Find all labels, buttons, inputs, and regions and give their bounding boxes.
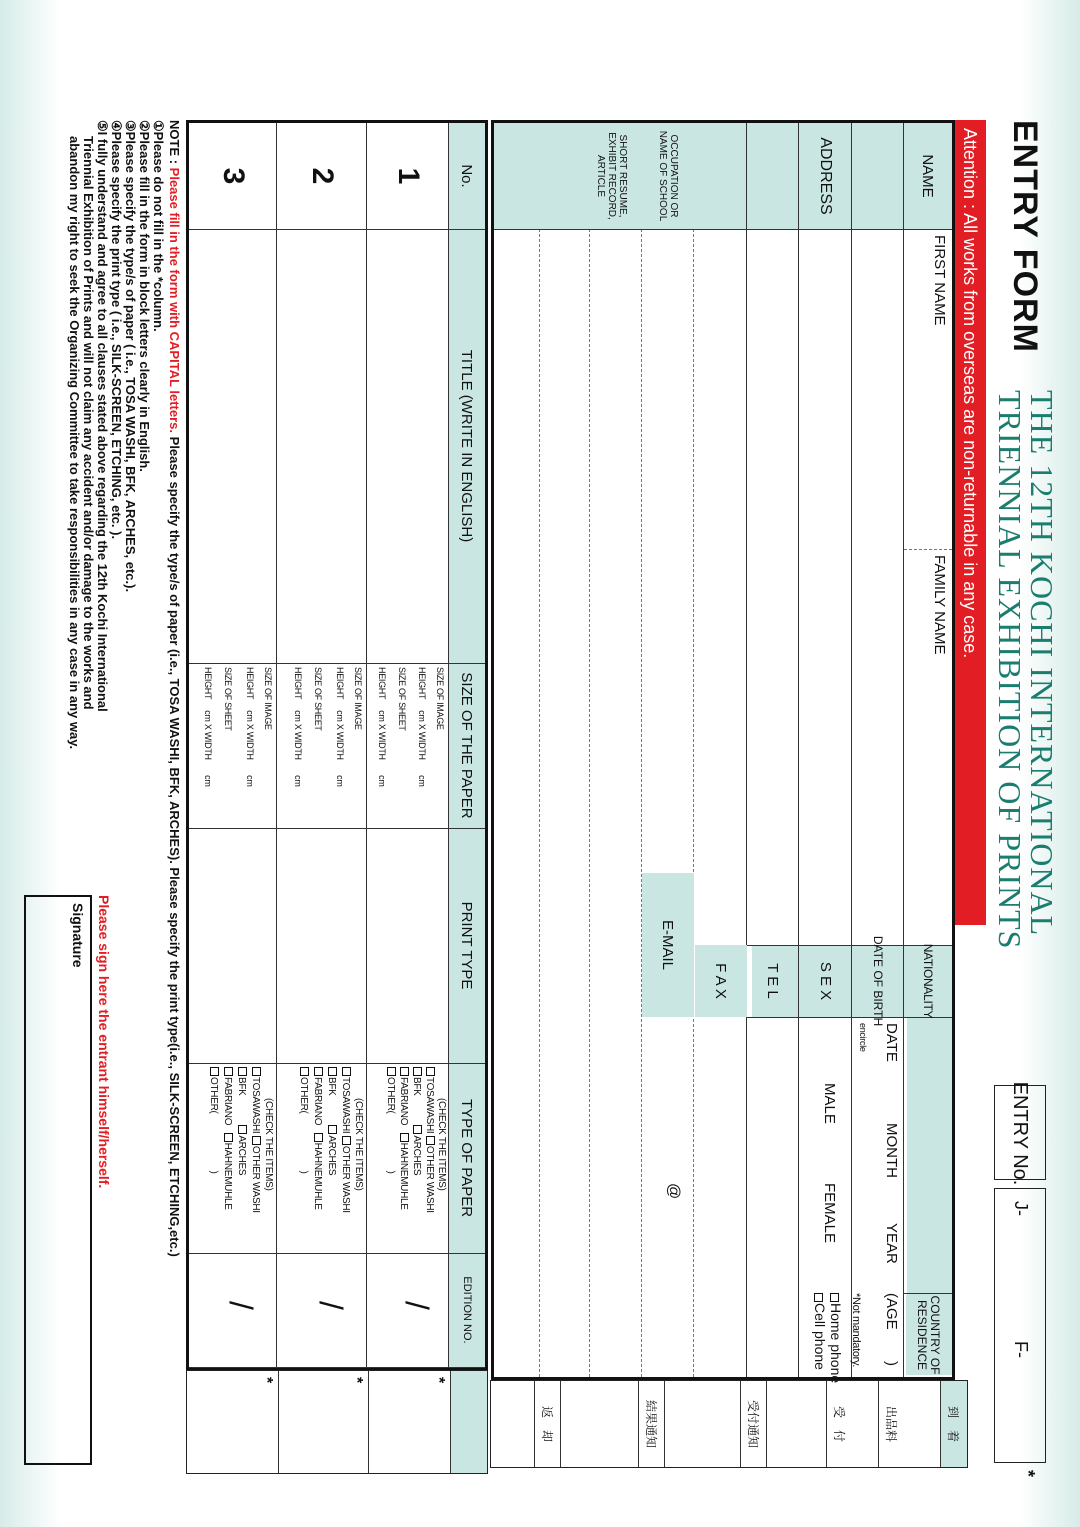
paper-check-note-2: (CHECK THE ITEMS) xyxy=(353,1098,364,1191)
print-type-input-2[interactable] xyxy=(277,828,367,1063)
email-label: E-MAIL xyxy=(659,919,677,970)
title-input-2[interactable] xyxy=(277,229,367,663)
office-received: 受 付 xyxy=(832,1405,847,1442)
date-label: DATE xyxy=(883,1023,900,1062)
resume-label: SHORT RESUME, EXHIBIT RECORD, ARTICLE xyxy=(595,132,629,220)
paper-options-row4-2[interactable]: OTHER( ) xyxy=(298,1067,309,1174)
col-edition: EDITION NO. xyxy=(461,1276,473,1344)
nationality-input[interactable] xyxy=(904,1017,952,1293)
age-label: (AGE xyxy=(883,1293,900,1330)
row-number-1: 1 xyxy=(392,167,425,185)
paper-options-row2-2[interactable]: BFK ARCHES xyxy=(326,1067,337,1175)
applicant-info-table xyxy=(491,120,955,1384)
not-mandatory-note: *Not mandatory. xyxy=(850,1293,862,1368)
note-item-3: ③Please specify the type/s of paper ( i.e., TOSA WASHI, BFK, ARCHES, etc.). xyxy=(123,120,138,593)
note-item-5: ⑤I fully understand and agree to all clauses stated above regarding the 12th Kochi International xyxy=(95,120,110,712)
size-sheet-label-2: SIZE OF SHEET xyxy=(313,667,323,731)
edition-slash-3: / xyxy=(223,1301,259,1310)
first-name-label: FIRST NAME xyxy=(931,235,948,326)
label-column xyxy=(494,123,952,229)
occupation-input[interactable] xyxy=(642,229,694,873)
date-of-birth-label: DATE OF BIRTH xyxy=(871,935,885,1027)
signature-label: Signature xyxy=(70,903,86,968)
size-sheet-row-3[interactable]: HEIGHT cm X WIDTH cm xyxy=(203,667,213,787)
paper-options-row4-3[interactable]: OTHER( ) xyxy=(208,1067,219,1174)
name-label: NAME xyxy=(919,154,937,198)
size-image-label-3: SIZE OF IMAGE xyxy=(263,667,273,730)
paper-options-row1-3[interactable]: TOSAWASHI OTHER WASHI xyxy=(250,1067,261,1213)
size-image-row-3[interactable]: HEIGHT cm X WIDTH cm xyxy=(245,667,255,787)
works-asterisk-3: * xyxy=(258,1377,275,1384)
note-item-5-cont1: Triennial Exhibition of Prints and will not claim any accident and/or damage to the works and xyxy=(81,136,96,710)
size-sheet-row-2[interactable]: HEIGHT cm X WIDTH cm xyxy=(293,667,303,787)
office-arrival: 到 着 xyxy=(946,1405,961,1442)
size-image-label-1: SIZE OF IMAGE xyxy=(435,667,445,730)
entry-no-label: ENTRY No. xyxy=(1009,1081,1032,1186)
note-item-4: ④Please specify the print type ( i.e., SILK-SCREEN, ETCHING, etc. ). xyxy=(109,120,124,540)
entry-prefix-f: F- xyxy=(1011,1341,1031,1358)
col-size: SIZE OF THE PAPER xyxy=(458,672,476,819)
name-input[interactable] xyxy=(904,229,932,945)
size-sheet-row-1[interactable]: HEIGHT cm X WIDTH cm xyxy=(377,667,387,787)
office-receipt-notice: 受付通知 xyxy=(746,1399,761,1448)
office-return: 返 却 xyxy=(540,1405,555,1442)
exhibition-title-line2: TRIENNIAL EXHIBITION OF PRINTS xyxy=(992,390,1028,950)
size-sheet-label-1: SIZE OF SHEET xyxy=(397,667,407,731)
size-sheet-label-3: SIZE OF SHEET xyxy=(223,667,233,731)
address-label: ADDRESS xyxy=(817,137,835,215)
paper-check-note-3: (CHECK THE ITEMS) xyxy=(263,1098,274,1191)
entry-asterisk: * xyxy=(1018,1470,1038,1478)
paper-options-row2-1[interactable]: BFK ARCHES xyxy=(411,1067,422,1175)
tel-label: T E L xyxy=(764,963,782,999)
paper-options-row1-2[interactable]: TOSAWASHI OTHER WASHI xyxy=(340,1067,351,1213)
edition-input-2[interactable] xyxy=(277,1253,367,1367)
home-phone-option[interactable]: Home phone xyxy=(828,1293,844,1383)
encircle-note: encircle xyxy=(858,1023,868,1052)
paper-options-row3-2[interactable]: FABRIANO HAHNEMUHLE xyxy=(312,1067,323,1210)
works-asterisk-2: * xyxy=(348,1377,365,1384)
works-office-column xyxy=(186,1370,488,1474)
size-image-row-2[interactable]: HEIGHT cm X WIDTH cm xyxy=(335,667,345,787)
note-item-2: ②Please fill in the form in block letters clearly in English. xyxy=(137,120,152,472)
col-print-type: PRINT TYPE xyxy=(458,901,476,990)
edition-slash-2: / xyxy=(313,1301,349,1310)
sex-female-option[interactable]: FEMALE xyxy=(821,1183,838,1244)
note-item-1: ①Please do not fill in the *column. xyxy=(151,120,166,332)
paper-options-row3-1[interactable]: FABRIANO HAHNEMUHLE xyxy=(398,1067,409,1210)
entry-no-field[interactable] xyxy=(994,1188,1046,1463)
office-use-column xyxy=(490,1380,968,1468)
address-input[interactable] xyxy=(747,229,904,945)
occupation-label: OCCUPATION OR NAME OF SCHOOL xyxy=(657,130,679,222)
col-no: No. xyxy=(458,164,476,188)
edition-input-3[interactable] xyxy=(189,1253,277,1367)
entry-no-label-box xyxy=(994,1081,1046,1186)
signature-box[interactable] xyxy=(24,895,92,1465)
print-type-input-3[interactable] xyxy=(189,828,277,1063)
size-image-row-1[interactable]: HEIGHT cm X WIDTH cm xyxy=(417,667,427,787)
age-close: ) xyxy=(883,1361,900,1366)
fax-label: F A X xyxy=(712,963,730,999)
exhibition-title-line1: THE 12TH KOCHI INTERNATIONAL xyxy=(1024,390,1060,937)
country-residence-label: COUNTRY OF RESIDENCE xyxy=(906,1295,950,1375)
title-input-1[interactable] xyxy=(367,229,449,663)
size-image-label-2: SIZE OF IMAGE xyxy=(353,667,363,730)
sex-label: S E X xyxy=(817,961,834,1001)
year-label: YEAR xyxy=(883,1223,900,1264)
works-asterisk-1: * xyxy=(430,1377,447,1384)
col-paper-type: TYPE OF PAPER xyxy=(458,1098,476,1218)
works-table xyxy=(186,120,488,1370)
email-at: @ xyxy=(665,1183,682,1200)
signature-instruction: Please sign here the entrant himself/herself. xyxy=(96,895,112,1189)
paper-options-row4-1[interactable]: OTHER( ) xyxy=(385,1067,396,1174)
form-title: ENTRY FORM xyxy=(1006,120,1044,353)
office-entry-fee: 出品料 xyxy=(884,1405,899,1442)
paper-options-row2-3[interactable]: BFK ARCHES xyxy=(236,1067,247,1175)
office-result-notice: 結果通知 xyxy=(644,1399,659,1448)
attention-banner: Attention : All works from overseas are non-returnable in any case. xyxy=(953,120,986,925)
entry-prefix-j: J- xyxy=(1011,1201,1031,1216)
month-label: MONTH xyxy=(883,1123,900,1178)
cell-phone-option[interactable]: Cell phone xyxy=(812,1293,828,1370)
title-input-3[interactable] xyxy=(189,229,277,663)
note-item-5-cont2: abandon my right to seek the Organizing Committee to take responsibilities in any case in any way. xyxy=(67,136,82,750)
note-lead: NOTE : Please fill in the form with CAPITAL letters. Please specify the type/s of paper (i.e., TOSA WASHI, BFK, ARCHES). Please specify the print type(i.e., SILK-SCREEN, ETCHING,etc.) xyxy=(167,120,182,1257)
edition-slash-1: / xyxy=(399,1301,435,1310)
paper-options-row3-3[interactable]: FABRIANO HAHNEMUHLE xyxy=(222,1067,233,1210)
row-number-2: 2 xyxy=(306,167,339,185)
print-type-input-1[interactable] xyxy=(367,828,449,1063)
paper-check-note-1: (CHECK THE ITEMS) xyxy=(436,1098,447,1191)
row-number-3: 3 xyxy=(217,167,250,185)
email-input[interactable] xyxy=(642,1017,694,1377)
nationality-label: NATIONALITY xyxy=(921,943,935,1019)
resume-input[interactable] xyxy=(494,229,642,1377)
paper-options-row1-1[interactable]: TOSAWASHI OTHER WASHI xyxy=(424,1067,435,1213)
col-title: TITLE (WRITE IN ENGLISH) xyxy=(458,349,476,543)
edition-input-1[interactable] xyxy=(367,1253,449,1367)
sex-male-option[interactable]: MALE xyxy=(821,1083,838,1124)
family-name-label: FAMILY NAME xyxy=(931,555,948,655)
